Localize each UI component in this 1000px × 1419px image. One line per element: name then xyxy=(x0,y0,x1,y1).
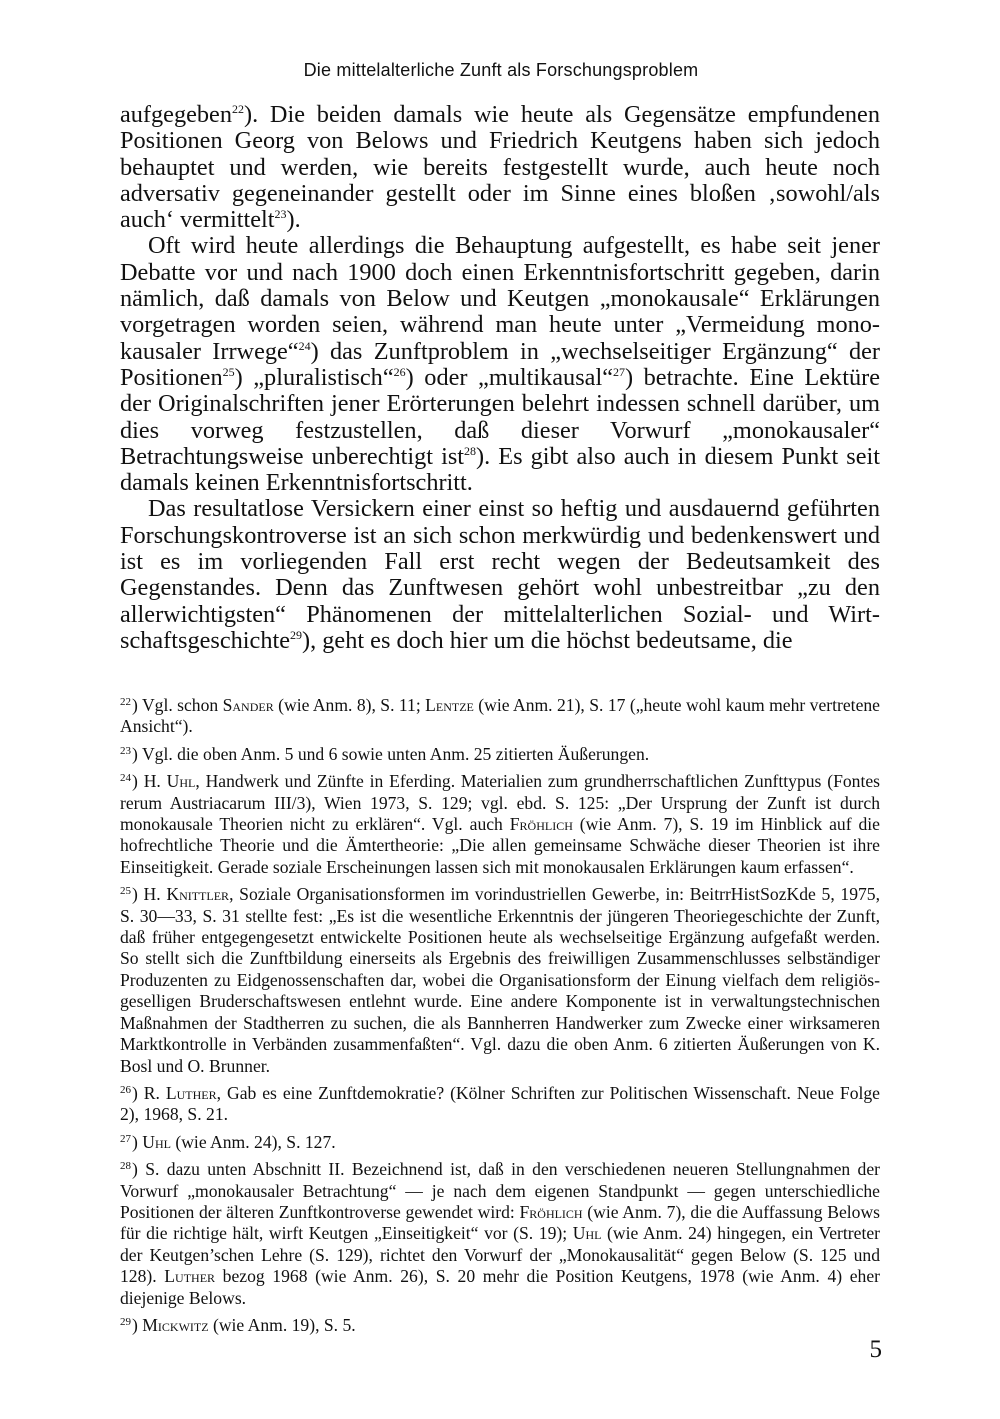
footnote-28 xyxy=(120,1156,880,1309)
text-run: (wie Anm. 24) hingegen, ein Vertreter der Keutgen’schen Lehre (S. 129), richtet den Vorwurf der „Monokausalität“ gegen Below (S. 125 und 128). xyxy=(120,1223,880,1287)
author-name: Fröhlich xyxy=(509,814,573,835)
author-name: Sander xyxy=(222,695,274,715)
footnote-reference: 24 xyxy=(298,338,311,353)
footnotes xyxy=(120,692,880,1339)
text-run: ) „pluralistisch“ xyxy=(234,363,394,391)
text-run: bezog 1968 (wie Anm. 26), S. 20 mehr die Position Keutgens, 1978 (wie Anm. 4) eher diejenige Belows. xyxy=(120,1266,880,1308)
text-run: ) betrachte. Eine Lektüre der Originalschriften jener Erörterungen belehrt indessen schnell darüber, um dies vorweg festzustellen, daß dieser Vorwurf „monokausaler“ Betrachtungsweise unberechtigt ist xyxy=(120,363,880,470)
text-run: ) R. xyxy=(132,1082,166,1103)
paragraph-3 xyxy=(120,496,880,654)
text-run: ). Die beiden damals wie heute als Gegensätze empfundenen Positionen Georg von Belows und Friedrich Keutgens haben sich jedoch behauptet und werden, wie bereits festgestellt wurde, auch heute noch adversativ gegeneinander gestellt oder im Sinne eines bloßen ‚sowohl/als auch‘ vermittelt xyxy=(120,101,880,234)
footnote-reference: 23 xyxy=(274,207,287,222)
text-run: ) xyxy=(132,1314,143,1335)
text-run: (wie Anm. 19), S. 5. xyxy=(208,1314,356,1335)
text-run: (wie Anm. 7), S. 19 im Hinblick auf die hofrechtliche Theorie und die Ämtertheorie: „Die allen gemeinsame Schwäche dieser Theorien ist ihre Einseitigkeit. Gerade soziale Erscheinungen lassen sich mit monokausalen Erklärungen kaum erfassen“. xyxy=(120,814,880,877)
text-run: (wie Anm. 8), S. 11; xyxy=(273,695,426,715)
footnote-29 xyxy=(120,1312,880,1336)
author-name: Luther xyxy=(165,1082,217,1103)
text-run: ) H. xyxy=(132,884,167,905)
footnote-24 xyxy=(120,768,880,878)
footnote-reference: 26 xyxy=(393,364,406,379)
footnote-reference: 29 xyxy=(290,627,303,642)
text-run: , Soziale Organisationsformen im vorindustriellen Gewerbe, in: BeitrrHistSozKde 5, 1975, S. 30—33, S. 31 stellte fest: „Es ist die wesentliche Erkenntnis der jüngeren Theoriegeschichte der Zunft, daß früher entgegengesetzt entwickelte Positionen heute als wechselseitige Ergänzung aufgefaßt werden. So stellt sich die Zunftbildung einerseits als Ergebnis des freiwilligen Zusammenschlusses selbständiger Produzenten zu Eidgenossenschaften dar, wobei die Organisationsform der Einung vielfach dem religiös-geselligen Bruderschaftswesen entlehnt wurde. Eine andere Komponente ist in verwaltungstechnischen Maßnahmen der Stadtherren zu suchen, die als Bannherren Handwerker zum Zwecke einer wirksameren Marktkontrolle in Verbänden zusammenfaßten“. Vgl. dazu die oben Anm. 6 zitierten Äußerungen von K. Bosl und O. Brunner. xyxy=(120,884,880,1076)
text-run: ) Vgl. die oben Anm. 5 und 6 sowie unten Anm. 25 zitierten Äußerungen. xyxy=(132,743,650,764)
author-name: Knittler xyxy=(166,884,230,905)
footnote-reference: 22 xyxy=(231,102,244,116)
text-run: ) Vgl. schon xyxy=(132,695,223,715)
paragraph-1 xyxy=(120,102,880,233)
footnote-marker: 27 xyxy=(120,1132,131,1145)
footnote-reference: 27 xyxy=(612,364,625,379)
running-head: Die mittelalterliche Zunft als Forschungsproblem xyxy=(303,60,699,80)
text-run: ) oder „multikausal“ xyxy=(405,363,613,391)
footnote-23 xyxy=(120,741,880,765)
author-name: Uhl xyxy=(572,1223,602,1244)
author-name: Lentze xyxy=(425,695,474,715)
footnote-reference: 25 xyxy=(222,364,235,379)
text-run: (wie Anm. 21), S. 17 („heute wohl kaum mehr vertretene Ansicht“). xyxy=(120,695,880,737)
footnote-marker: 28 xyxy=(120,1160,131,1173)
footnote-reference: 28 xyxy=(464,443,477,458)
text-run: ), geht es doch hier um die höchst bedeutsame, die xyxy=(302,626,793,654)
text-run: aufgegeben xyxy=(120,101,232,128)
footnote-marker: 22 xyxy=(120,696,131,708)
body-text xyxy=(120,102,880,654)
text-run: Oft wird heute allerdings die Behauptung aufgestellt, es habe seit jener Debatte vor und nach 1900 doch einen Erkenntnisfortschritt gegeben, darin nämlich, daß damals von Below und Keutgen „monokausale“ Erklärungen vorgetragen worden seien, während man heute unter „Vermeidung monokausaler Irrwege“ xyxy=(120,232,880,365)
text-run: ) S. dazu unten Abschnitt II. Bezeichnend ist, daß in den verschiedenen neueren Stellungnahmen der Vorwurf „monokausaler Betrachtung“ — je nach dem eigenen Standpunkt — gegen unterschiedliche Positionen der älteren Zunftkontroverse gewendet wird: xyxy=(120,1159,880,1222)
footnote-marker: 29 xyxy=(120,1315,131,1328)
text-run: ). Es gibt also auch in diesem Punkt seit damals keinen Erkenntnisfortschritt. xyxy=(120,442,880,497)
footnote-marker: 26 xyxy=(120,1083,131,1096)
author-name: Uhl xyxy=(142,1131,171,1152)
author-name: Mickwitz xyxy=(142,1314,209,1335)
footnote-26 xyxy=(120,1080,880,1126)
text-run: , Handwerk und Zünfte in Eferding. Materialien zum grundherrschaftlichen Zunfttypus (Fontes rerum Austriacarum III/3), Wien 1973, S. 129; vgl. ebd. S. 125: „Der Ursprung der Zunft ist durch monokausale Theorien nicht zu erklären“. Vgl. auch xyxy=(120,771,881,835)
text-run: , Gab es eine Zunftdemokratie? (Kölner Schriften zur Politischen Wissenschaft. Neue Folge 2), 1968, S. 21. xyxy=(120,1082,880,1125)
footnote-27 xyxy=(120,1129,880,1153)
author-name: Fröhlich xyxy=(519,1201,583,1222)
footnote-marker: 23 xyxy=(120,744,131,757)
footnote-25 xyxy=(120,881,880,1077)
author-name: Uhl xyxy=(166,771,196,792)
text-run: ) xyxy=(132,1131,143,1152)
footnote-22 xyxy=(120,692,880,738)
text-run: Das resultatlose Versickern einer einst so heftig und ausdauernd geführten Forschungskontroverse ist an sich schon merkwürdig und bedenkenswert und ist es im vorliegenden Fall erst recht wegen der Bedeutsamkeit des Gegenstandes. Denn das Zunftwesen gehört wohl unbestreitbar „zu den allerwichtigsten“ Phänomenen der mittelalterlichen Sozial- und Wirtschaftsgeschichte xyxy=(120,495,880,654)
author-name: Luther xyxy=(164,1266,216,1287)
text-run: ) H. xyxy=(132,771,167,792)
page-number: 5 xyxy=(869,1336,882,1363)
footnote-marker: 25 xyxy=(120,885,131,898)
text-run: (wie Anm. 7), die die Auffassung Belows für die richtige hält, wirft Keutgen „Einseitigkeit“ vor (S. 19); xyxy=(120,1201,880,1244)
text-run: ) das Zunftproblem in „wechselseitiger Ergänzung“ der Positionen xyxy=(120,337,881,391)
text-run: (wie Anm. 24), S. 127. xyxy=(170,1131,336,1152)
text-run: ). xyxy=(286,206,301,234)
footnote-marker: 24 xyxy=(120,772,131,785)
paragraph-2 xyxy=(120,233,880,496)
